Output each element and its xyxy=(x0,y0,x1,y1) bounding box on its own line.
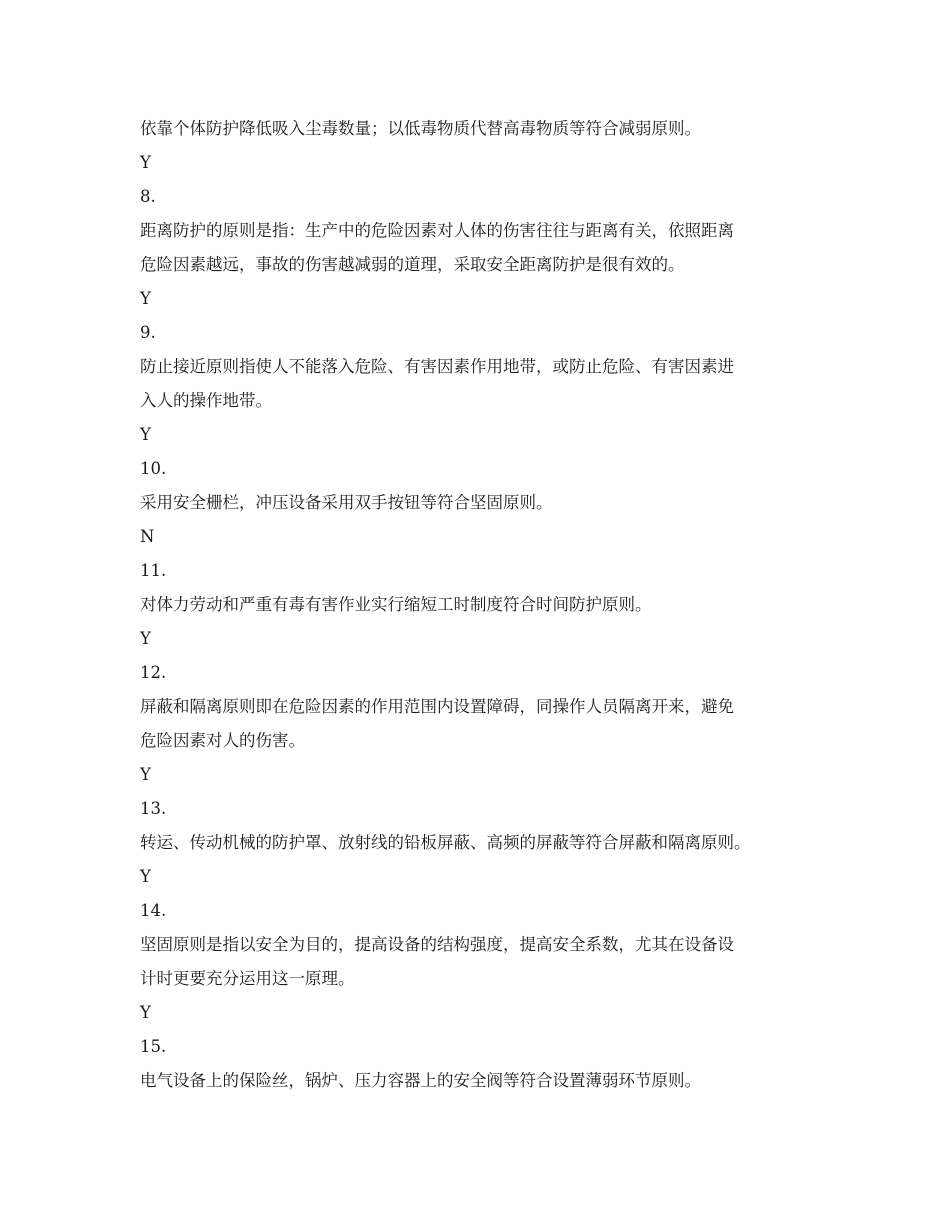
question-number: 11. xyxy=(140,561,167,580)
text-line: 坚固原则是指以安全为目的，提高设备的结构强度，提高安全系数，尤其在设备设 xyxy=(140,935,734,954)
text-line: 入人的操作地带。 xyxy=(140,391,272,410)
answer-mark: N xyxy=(140,527,155,546)
text-line: 转运、传动机械的防护罩、放射线的铅板屏蔽、高频的屏蔽等符合屏蔽和隔离原则。 xyxy=(140,833,751,852)
question-number: 10. xyxy=(140,459,167,478)
text-line: 危险因素对人的伤害。 xyxy=(140,731,305,750)
text-line: 计时更要充分运用这一原理。 xyxy=(140,969,355,988)
text-line: 距离防护的原则是指：生产中的危险因素对人体的伤害往往与距离有关，依照距离 xyxy=(140,221,734,240)
text-line: 防止接近原则指使人不能落入危险、有害因素作用地带，或防止危险、有害因素进 xyxy=(140,357,734,376)
answer-mark: Y xyxy=(140,425,151,444)
text-line: 依靠个体防护降低吸入尘毒数量；以低毒物质代替高毒物质等符合减弱原则。 xyxy=(140,119,701,138)
answer-mark: Y xyxy=(140,153,151,172)
text-line: 屏蔽和隔离原则即在危险因素的作用范围内设置障碍，同操作人员隔离开来，避免 xyxy=(140,697,734,716)
text-line: 危险因素越远，事故的伤害越减弱的道理，采取安全距离防护是很有效的。 xyxy=(140,255,685,274)
text-line: 对体力劳动和严重有毒有害作业实行缩短工时制度符合时间防护原则。 xyxy=(140,595,652,614)
question-number: 12. xyxy=(140,663,167,682)
question-number: 15. xyxy=(140,1037,167,1056)
document-body xyxy=(140,112,830,1098)
answer-mark: Y xyxy=(140,629,151,648)
text-line: 电气设备上的保险丝，锅炉、压力容器上的安全阀等符合设置薄弱环节原则。 xyxy=(140,1071,701,1090)
answer-mark: Y xyxy=(140,765,151,784)
answer-mark: Y xyxy=(140,289,151,308)
question-number: 8. xyxy=(140,187,156,206)
answer-mark: Y xyxy=(140,1003,151,1022)
question-number: 13. xyxy=(140,799,167,818)
question-number: 9. xyxy=(140,323,156,342)
question-number: 14. xyxy=(140,901,167,920)
text-line: 采用安全栅栏，冲压设备采用双手按钮等符合坚固原则。 xyxy=(140,493,553,512)
answer-mark: Y xyxy=(140,867,151,886)
